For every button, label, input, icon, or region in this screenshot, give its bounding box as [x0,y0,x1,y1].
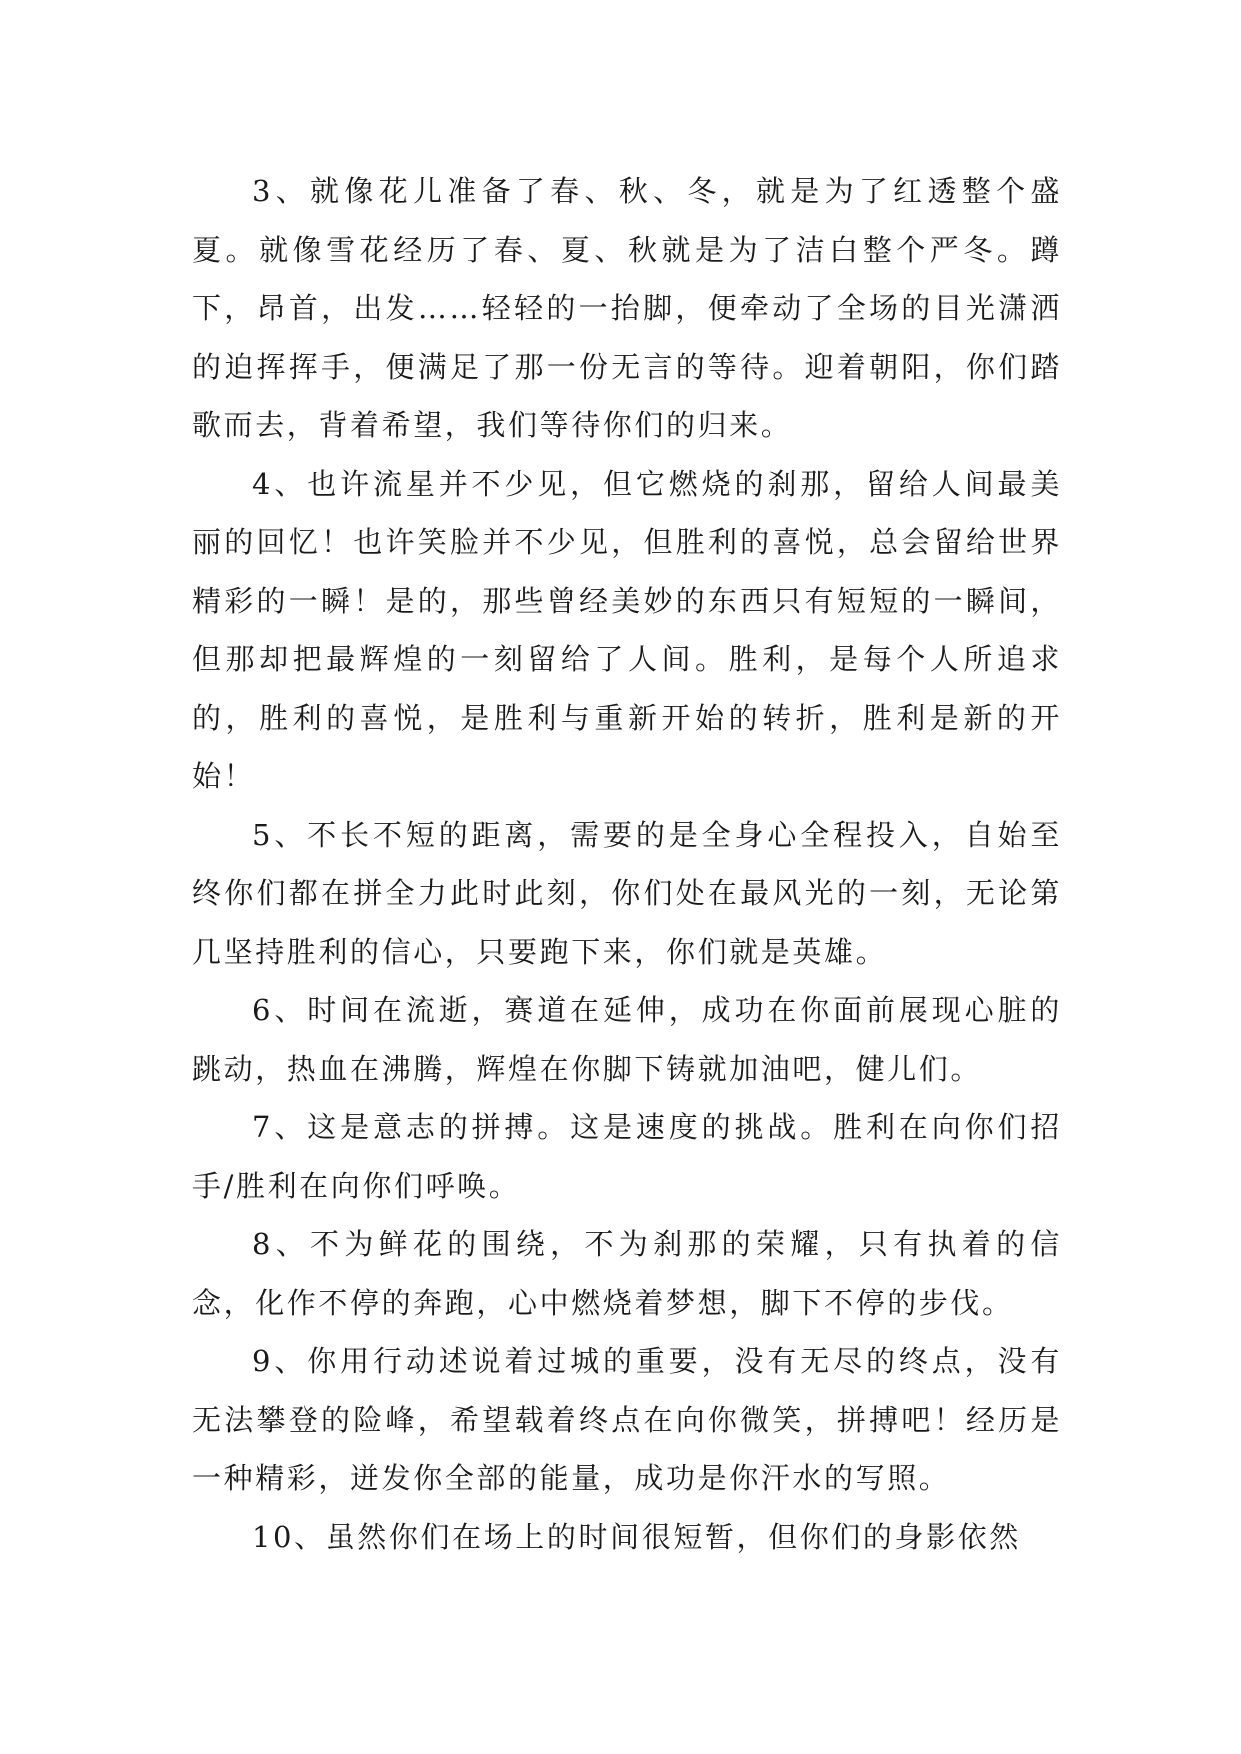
paragraph-8: 8、不为鲜花的围绕，不为刹那的荣耀，只有执着的信念，化作不停的奔跑，心中燃烧着梦想，脚下不停的步伐。 [192,1227,1062,1320]
paragraph-6: 6、时间在流逝，赛道在延伸，成功在你面前展现心脏的跳动，热血在沸腾，辉煌在你脚下铸就加油吧，健儿们。 [192,993,1062,1086]
paragraph-5: 5、不长不短的距离，需要的是全身心全程投入，自始至终你们都在拼全力此时此刻，你们处在最风光的一刻，无论第几坚持胜利的信心，只要跑下来，你们就是英雄。 [192,817,1062,969]
paragraph-3: 3、就像花儿准备了春、秋、冬，就是为了红透整个盛夏。就像雪花经历了春、夏、秋就是为了洁白整个严冬。蹲下，昂首，出发……轻轻的一抬脚，便牵动了全场的目光潇洒的迫挥挥手，便满足了那一份无言的等待。迎着朝阳，你们踏歌而去，背着希望，我们等待你们的归来。 [192,174,1062,442]
paragraph-4: 4、也许流星并不少见，但它燃烧的刹那，留给人间最美丽的回忆！也许笑脸并不少见，但胜利的喜悦，总会留给世界精彩的一瞬！是的，那些曾经美妙的东西只有短短的一瞬间，但那却把最辉煌的一刻留给了人间。胜利，是每个人所追求的，胜利的喜悦，是胜利与重新开始的转折，胜利是新的开始！ [192,466,1062,793]
paragraph-10: 10、虽然你们在场上的时间很短暂，但你们的身影依然 [252,1519,1021,1554]
document-body [192,162,1062,1566]
paragraph-7: 7、这是意志的拼搏。这是速度的挑战。胜利在向你们招手/胜利在向你们呼唤。 [192,1110,1062,1203]
paragraph-9: 9、你用行动述说着过城的重要，没有无尽的终点，没有无法攀登的险峰，希望载着终点在向你微笑，拼搏吧！经历是一种精彩，迸发你全部的能量，成功是你汗水的写照。 [192,1344,1062,1495]
